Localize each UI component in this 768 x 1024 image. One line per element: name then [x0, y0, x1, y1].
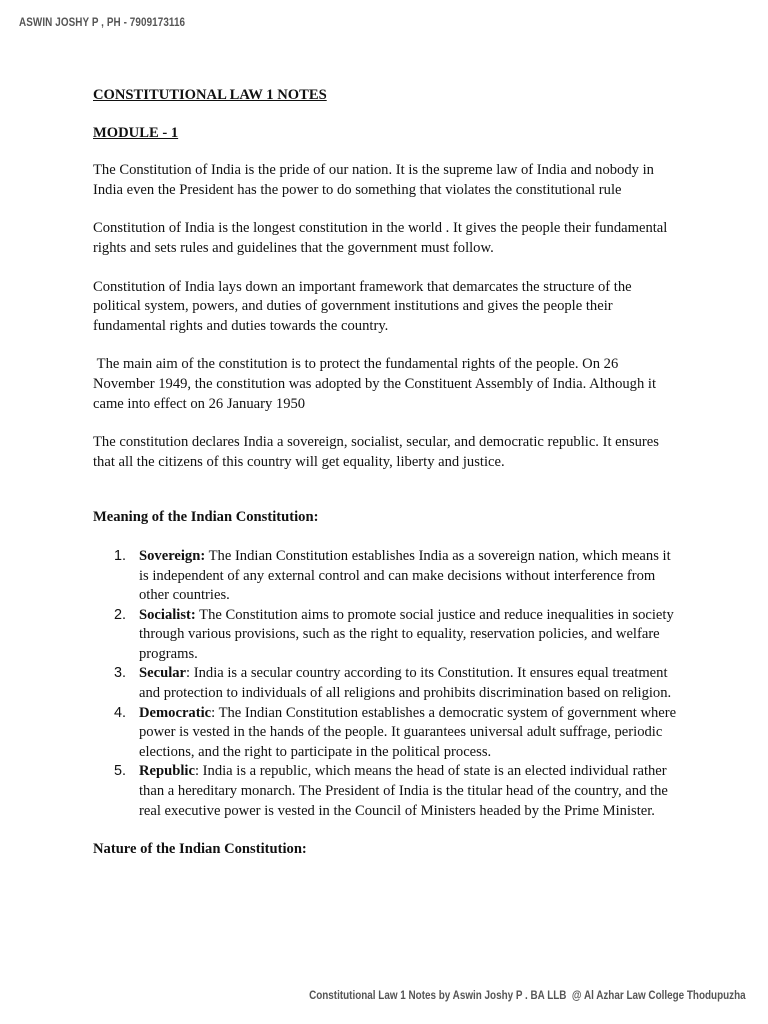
list-item	[93, 664, 683, 703]
list-item-term: Socialist:	[139, 606, 196, 623]
list-item-text: The Constitution aims to promote social justice and reduce inequalities in society through various provisions, such as the right to equality, reservation policies, and welfare programs.	[139, 606, 674, 662]
list-item-term: Secular	[139, 665, 187, 682]
list-item-term: Sovereign:	[139, 547, 206, 564]
list-item-text: : India is a republic, which means the head of state is an elected individual rather than a hereditary monarch. The President of India is the titular head of the country, and the real executive power is vested in the Council of Ministers headed by the Prime Minister.	[139, 763, 668, 819]
list-item-number: 5.	[114, 763, 127, 780]
document-title: CONSTITUTIONAL LAW 1 NOTES	[93, 87, 327, 103]
list-item	[93, 547, 683, 606]
meaning-list	[93, 547, 683, 821]
list-item-term: Democratic	[139, 704, 212, 721]
list-item	[93, 762, 683, 821]
list-item-number: 1.	[114, 547, 127, 564]
document-body	[93, 86, 683, 879]
nature-heading: Nature of the Indian Constitution:	[93, 841, 307, 858]
list-item	[93, 704, 683, 763]
paragraph-1: The Constitution of India is the pride of our nation. It is the supreme law of India and nobody in India even the President has the power to do something that violates the constitutional rule	[93, 162, 654, 198]
list-item-number: 3.	[114, 665, 127, 682]
list-item-text: : India is a secular country according to its Constitution. It ensures equal treatment and protection to individuals of all religions and prohibits discrimination based on religion.	[139, 665, 672, 702]
paragraph-4: The main aim of the constitution is to protect the fundamental rights of the people. On 26 November 1949, the constitution was adopted by the Constituent Assembly of India. Although it came into effect on 26 January 1950	[93, 356, 660, 412]
page-footer: Constitutional Law 1 Notes by Aswin Joshy P . BA LLB @ Al Azhar Law College Thodupuzha	[309, 990, 746, 1002]
list-item-number: 4.	[114, 704, 127, 721]
meaning-heading: Meaning of the Indian Constitution:	[93, 509, 319, 526]
paragraph-3: Constitution of India lays down an important framework that demarcates the structure of the political system, powers, and duties of government institutions and gives the people their fundamental rights and duties towards the country.	[93, 278, 632, 334]
page-header: ASWIN JOSHY P , PH - 7909173116	[19, 17, 186, 29]
list-item-text: : The Indian Constitution establishes a democratic system of government where power is vested in the hands of the people. It guarantees universal adult suffrage, periodic elections, and the right to participate in the political process.	[139, 704, 677, 760]
list-item-term: Republic	[139, 763, 195, 780]
paragraph-5: The constitution declares India a sovereign, socialist, secular, and democratic republic. It ensures that all the citizens of this country will get equality, liberty and justice.	[93, 434, 659, 470]
paragraph-2: Constitution of India is the longest constitution in the world . It gives the people their fundamental rights and sets rules and guidelines that the government must follow.	[93, 220, 668, 256]
list-item	[93, 606, 683, 665]
list-item-text: The Indian Constitution establishes India as a sovereign nation, which means it is independent of any external control and can make decisions without interference from other countries.	[139, 547, 671, 604]
module-heading: MODULE - 1	[93, 124, 179, 141]
list-item-number: 2.	[114, 606, 127, 623]
